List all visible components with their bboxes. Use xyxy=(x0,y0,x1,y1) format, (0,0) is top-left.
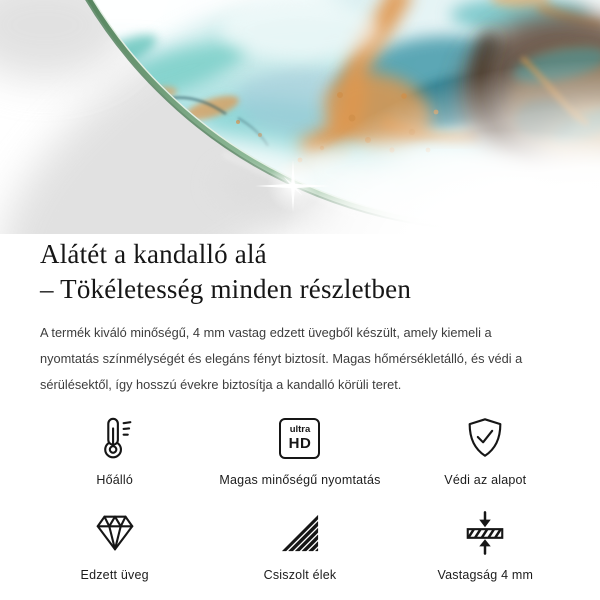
shield-check-icon xyxy=(462,414,508,462)
content-section xyxy=(0,237,600,398)
page-title xyxy=(40,237,560,307)
feature-polished-edges xyxy=(207,509,392,582)
feature-tempered-glass xyxy=(22,509,207,582)
title-line-1: Alátét a kandalló alá xyxy=(40,239,267,269)
product-description: A termék kiváló minőségű, 4 mm vastag edzett üvegből készült, amely kiemeli a nyomtatás színmélységét és elegáns fényt biztosít. Magas hőmérsékletálló, és védi a sérülésektől, így hosszú évekre biztosítja a kandalló körüli teret. xyxy=(40,325,523,392)
thickness-arrows-icon xyxy=(462,509,508,557)
ultra-hd-icon xyxy=(279,414,320,462)
feature-high-quality-print xyxy=(207,414,392,487)
feature-label: Vastagság 4 mm xyxy=(437,568,534,582)
feature-thickness-4mm xyxy=(393,509,578,582)
feature-label: Csiszolt élek xyxy=(263,568,337,582)
thermometer-icon xyxy=(92,414,138,462)
feature-heat-resistant xyxy=(22,414,207,487)
feature-label: Edzett üveg xyxy=(80,568,149,582)
feature-protects-base xyxy=(393,414,578,487)
features-grid xyxy=(0,414,600,582)
product-photo xyxy=(0,0,600,234)
title-line-2: – Tökéletesség minden részletben xyxy=(40,274,412,304)
feature-label: Magas minőségű nyomtatás xyxy=(219,473,381,487)
ultra-hd-badge-top: ultra xyxy=(289,424,311,436)
ultra-hd-badge-bottom: HD xyxy=(288,434,312,452)
feature-label: Hőálló xyxy=(96,473,133,487)
diamond-icon xyxy=(92,509,138,557)
glass-mat-image xyxy=(0,0,600,234)
feature-label: Védi az alapot xyxy=(444,473,527,487)
beveled-edge-icon xyxy=(277,509,323,557)
